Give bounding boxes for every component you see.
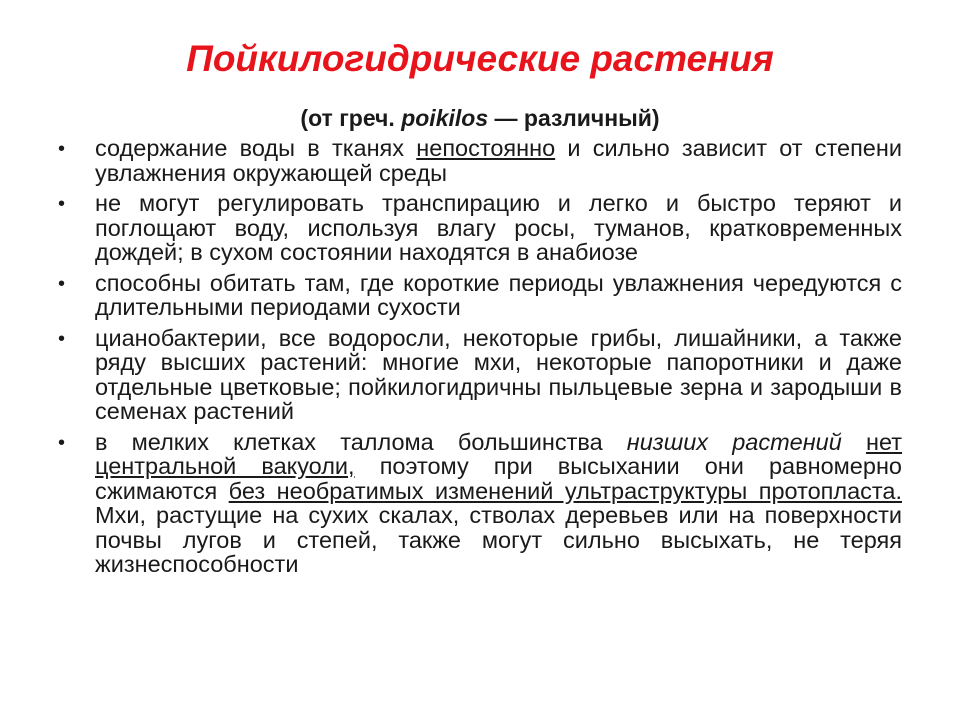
point-5-text-g: Мхи, растущие на сухих скалах, стволах деревьев или на поверхности почвы лугов и степей, также могут сильно высыхать, не теряя жизнеспособности (95, 502, 902, 577)
bullet-icon: • (58, 272, 66, 295)
point-1-text-c: и сильно зависит от степени увлажнения окружающей среды (95, 135, 902, 186)
subtitle-greek-word: poikilos (401, 105, 489, 131)
etymology-subtitle (0, 105, 960, 132)
point-3-text: способны обитать там, где короткие периоды увлажнения чередуются с длительными периодами сухости (95, 269, 902, 320)
point-5-italic: низших растений (626, 428, 842, 455)
point-4-text: цианобактерии, все водоросли, некоторые грибы, лишайники, а также ряду высших растений: многие мхи, некоторые папоротники и даже отдельные цветковые; пойкилогидричны пыльцевые зерна и зародыши в семенах растений (95, 324, 902, 424)
subtitle-suffix: — различный) (488, 105, 660, 131)
bullet-icon: • (58, 431, 66, 454)
bullet-item-water-content (58, 136, 902, 185)
point-5-text-e: поэтому при высыхании они равномерно сжимаются (95, 453, 902, 504)
slide-title: Пойкилогидрические растения (186, 38, 774, 79)
bullet-item-cells (58, 430, 902, 577)
point-5-text-a: в мелких клетках таллома большинства (95, 428, 627, 455)
bullet-item-examples (58, 326, 902, 424)
subtitle-prefix: (от греч. (300, 105, 402, 131)
bullet-list (58, 136, 902, 583)
point-5-underlined-ultrastructure: без необратимых изменений ультраструктуры протопласта. (228, 477, 902, 504)
point-2-text: не могут регулировать транспирацию и легко и быстро теряют и поглощают воду, используя влагу росы, туманов, кратковременных дождей; в сухом состоянии находятся в анабиозе (95, 190, 902, 265)
point-5-text-c (842, 429, 866, 455)
bullet-item-habitat (58, 271, 902, 320)
point-5-underlined-vacuole: нет центральной вакуоли, (95, 428, 903, 479)
bullet-icon: • (58, 327, 66, 350)
bullet-icon: • (58, 138, 66, 160)
point-1-text-a: содержание воды в тканях (95, 135, 417, 161)
bullet-item-transpiration (58, 191, 902, 265)
bullet-icon: • (58, 193, 66, 215)
point-1-underlined: непостоянно (416, 135, 556, 161)
